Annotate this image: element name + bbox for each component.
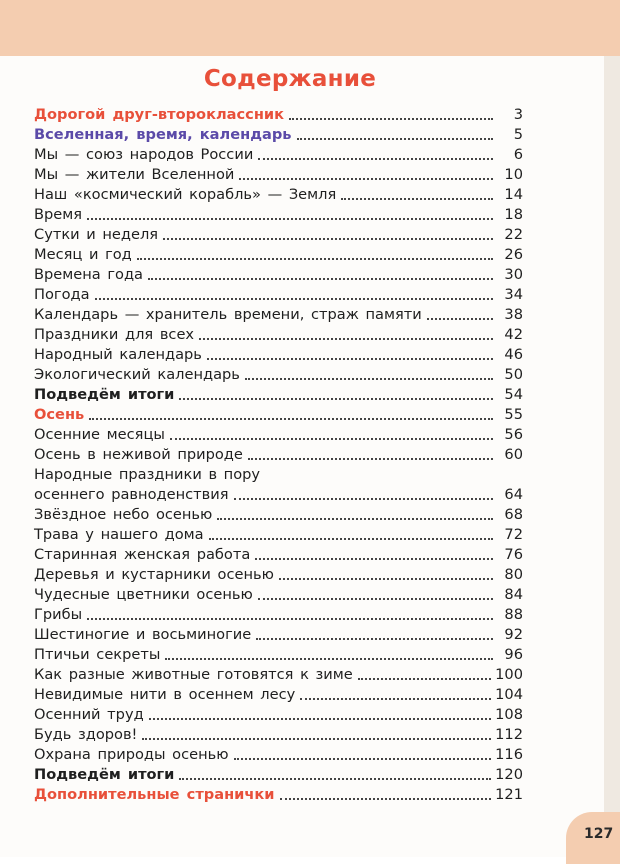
toc-entry-page: 18 (504, 206, 523, 223)
toc-entry-page: 84 (504, 586, 523, 603)
page-title: Содержание (203, 66, 377, 92)
toc-entry-page: 6 (513, 146, 523, 163)
toc-entry[interactable] (34, 145, 523, 165)
dot-leader (358, 678, 491, 680)
toc-entry-page: 112 (495, 726, 523, 743)
toc-entry-title: Осень (34, 406, 85, 423)
dot-leader (165, 658, 493, 660)
toc-entry[interactable] (34, 325, 523, 345)
toc-entry-title: Звёздное небо осенью (34, 506, 213, 523)
toc-entry[interactable] (34, 165, 523, 185)
toc-entry[interactable] (34, 365, 523, 385)
toc-entry[interactable] (34, 445, 523, 465)
toc-entry-page: 10 (504, 166, 523, 183)
toc-entry-page: 104 (495, 686, 523, 703)
toc-entry-title: Осенние месяцы (34, 426, 165, 443)
toc-entry-page: 92 (504, 626, 523, 643)
toc-entry-page: 42 (504, 326, 523, 343)
toc-entry-page: 96 (504, 646, 523, 663)
toc-entry[interactable] (34, 105, 523, 125)
dot-leader (300, 698, 491, 700)
toc-entry[interactable] (34, 625, 523, 645)
dot-leader (199, 338, 493, 340)
dot-leader (258, 158, 493, 160)
dot-leader (89, 418, 493, 420)
toc-entry-page: 76 (504, 546, 523, 563)
toc-entry-page: 72 (504, 526, 523, 543)
toc-entry-title: Шестиногие и восьминогие (34, 626, 252, 643)
toc-entry-title: Время (34, 206, 83, 223)
toc-entry[interactable] (34, 205, 523, 225)
toc-entry-title: Как разные животные готовятся к зиме (34, 666, 353, 683)
toc-entry[interactable] (34, 585, 523, 605)
dot-leader (217, 518, 493, 520)
toc-entry-page: 26 (504, 246, 523, 263)
toc-entry[interactable] (34, 345, 523, 365)
toc-entry-title: осеннего равноденствия (34, 486, 229, 503)
toc-entry-title: Трава у нашего дома (34, 526, 204, 543)
toc-entry-title: Подведём итоги (34, 386, 175, 403)
toc-entry[interactable] (34, 785, 523, 805)
toc-entry-page: 121 (495, 786, 523, 803)
top-color-band (0, 0, 620, 56)
toc-entry-page: 88 (504, 606, 523, 623)
toc-entry-page: 14 (504, 186, 523, 203)
toc-entry-title: Мы — союз народов России (34, 146, 254, 163)
dot-leader (239, 178, 493, 180)
toc-entry[interactable] (34, 665, 523, 685)
dot-leader (163, 238, 493, 240)
toc-entry-title: Невидимые нити в осеннем лесу (34, 686, 296, 703)
dot-leader (234, 758, 492, 760)
toc-entry[interactable] (34, 605, 523, 625)
toc-entry-title: Дорогой друг-второклассник (34, 106, 285, 123)
dot-leader (248, 458, 493, 460)
toc-entry-page: 120 (495, 766, 523, 783)
toc-entry[interactable] (34, 685, 523, 705)
toc-entry-title: Деревья и кустарники осенью (34, 566, 274, 583)
dot-leader (280, 798, 492, 800)
toc-entry-page: 54 (504, 386, 523, 403)
toc-entry-page: 108 (495, 706, 523, 723)
toc-entry-title: Подведём итоги (34, 766, 175, 783)
toc-entry[interactable] (34, 225, 523, 245)
toc-entry[interactable] (34, 245, 523, 265)
dot-leader (279, 578, 493, 580)
dot-leader (137, 258, 493, 260)
dot-leader (297, 138, 493, 140)
toc-entry[interactable] (34, 525, 523, 545)
toc-entry[interactable] (34, 465, 523, 485)
toc-entry-title: Осень в неживой природе (34, 446, 243, 463)
toc-entry-page: 30 (504, 266, 523, 283)
toc-entry-title: Птичьи секреты (34, 646, 161, 663)
toc-entry[interactable] (34, 705, 523, 725)
dot-leader (87, 218, 493, 220)
toc-entry-page: 56 (504, 426, 523, 443)
toc-entry[interactable] (34, 505, 523, 525)
toc-entry-title: Осенний труд (34, 706, 144, 723)
toc-entry-title: Экологический календарь (34, 366, 240, 383)
toc-entry[interactable] (34, 745, 523, 765)
toc-entry[interactable] (34, 725, 523, 745)
toc-entry[interactable] (34, 265, 523, 285)
dot-leader (148, 278, 493, 280)
toc-entry-page: 100 (495, 666, 523, 683)
toc-entry-title: Охрана природы осенью (34, 746, 229, 763)
toc-entry-title: Грибы (34, 606, 83, 623)
toc-entry[interactable] (34, 565, 523, 585)
toc-entry-title: Будь здоров! (34, 726, 138, 743)
toc-entry-page: 38 (504, 306, 523, 323)
toc-entry-title: Праздники для всех (34, 326, 195, 343)
toc-entry[interactable] (34, 125, 523, 145)
toc-entry-title: Погода (34, 286, 90, 303)
toc-entry-page: 5 (513, 126, 523, 143)
toc-entry-page: 46 (504, 346, 523, 363)
dot-leader (256, 638, 493, 640)
toc-entry-title: Народный календарь (34, 346, 202, 363)
dot-leader (289, 118, 493, 120)
dot-leader (179, 398, 493, 400)
toc-entry-title: Времена года (34, 266, 143, 283)
toc-entry-page: 68 (504, 506, 523, 523)
dot-leader (95, 298, 493, 300)
toc-entry-page: 64 (504, 486, 523, 503)
page-edge (604, 56, 620, 816)
toc-entry-page: 80 (504, 566, 523, 583)
toc-entry[interactable] (34, 405, 523, 425)
toc-entry[interactable] (34, 765, 523, 785)
dot-leader (258, 598, 493, 600)
dot-leader (142, 738, 491, 740)
dot-leader (179, 778, 491, 780)
toc-entry-title: Вселенная, время, календарь (34, 126, 292, 143)
dot-leader (209, 538, 493, 540)
toc-entry[interactable] (34, 485, 523, 505)
toc-entry[interactable] (34, 425, 523, 445)
page-number: 127 (584, 826, 614, 842)
toc-entry-title: Чудесные цветники осенью (34, 586, 253, 603)
toc-entry-title: Дополнительные странички (34, 786, 275, 803)
dot-leader (234, 498, 493, 500)
toc-entry-title: Мы — жители Вселенной (34, 166, 235, 183)
toc-entry-title: Народные праздники в пору (34, 466, 261, 483)
toc-entry-page: 50 (504, 366, 523, 383)
toc-entry[interactable] (34, 305, 523, 325)
toc-entry-page: 22 (504, 226, 523, 243)
toc-entry-page: 60 (504, 446, 523, 463)
page-number-tab (566, 812, 620, 864)
dot-leader (427, 318, 493, 320)
dot-leader (207, 358, 493, 360)
toc-entry-page: 3 (513, 106, 523, 123)
table-of-contents (34, 105, 523, 805)
toc-entry-page: 116 (495, 746, 523, 763)
toc-entry-page: 34 (504, 286, 523, 303)
toc-entry-title: Старинная женская работа (34, 546, 251, 563)
dot-leader (149, 718, 491, 720)
toc-entry[interactable] (34, 645, 523, 665)
toc-entry-title: Сутки и неделя (34, 226, 159, 243)
dot-leader (245, 378, 493, 380)
toc-entry[interactable] (34, 545, 523, 565)
toc-entry-title: Наш «космический корабль» — Земля (34, 186, 337, 203)
dot-leader (255, 558, 493, 560)
toc-entry-page: 55 (504, 406, 523, 423)
toc-entry[interactable] (34, 285, 523, 305)
toc-entry-title: Календарь — хранитель времени, страж памяти (34, 306, 422, 323)
dot-leader (341, 198, 493, 200)
toc-entry[interactable] (34, 385, 523, 405)
dot-leader (87, 618, 493, 620)
toc-entry-title: Месяц и год (34, 246, 132, 263)
toc-entry[interactable] (34, 185, 523, 205)
dot-leader (170, 438, 493, 440)
